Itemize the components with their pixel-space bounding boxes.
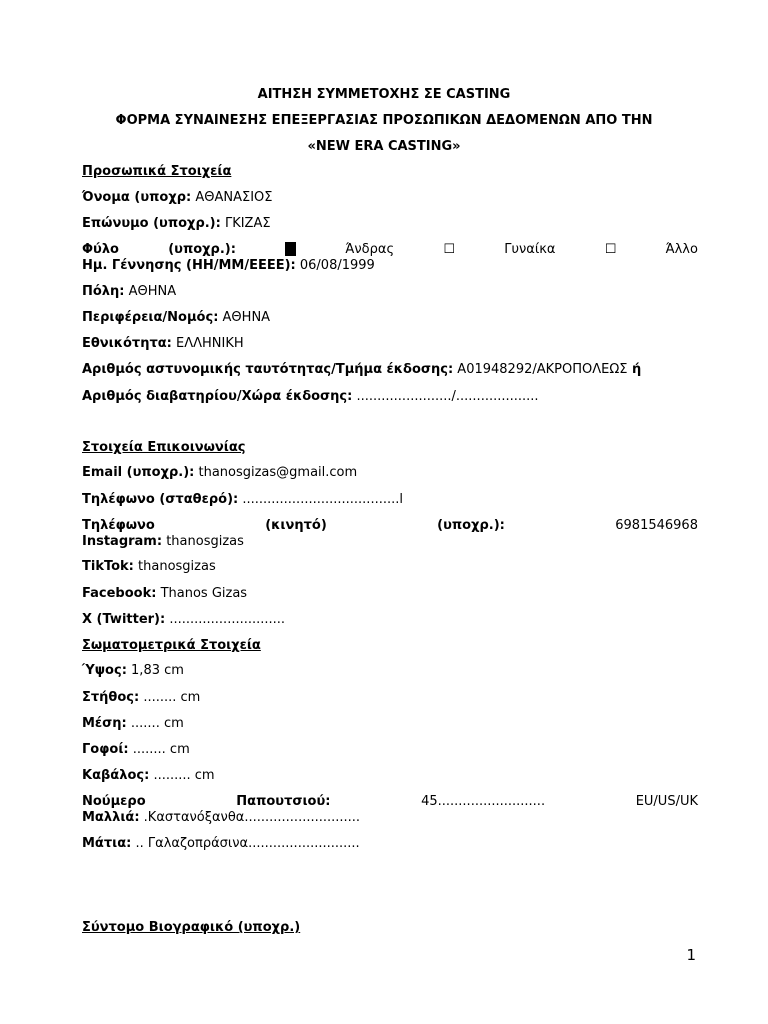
gender-label-word2: (υποχρ.): — [168, 242, 236, 257]
shoe-units: EU/US/UK — [635, 794, 698, 809]
shoe-label-word2: Παπουτσιού: — [236, 794, 331, 809]
twitter-field — [82, 612, 698, 627]
shoe-value: 45.......................... — [421, 794, 546, 809]
instagram-value: thanosgizas — [162, 534, 244, 549]
hair-value: .Καστανόξανθα............................ — [139, 810, 361, 825]
shoe-label-word1: Νούμερο — [82, 794, 146, 809]
page-number: 1 — [686, 946, 696, 964]
eyes-value: .. Γαλαζοπράσινα........................... — [131, 836, 360, 851]
gender-other-label: Άλλο — [665, 242, 698, 257]
bio-heading: Σύντομο Βιογραφικό (υποχρ.) — [82, 920, 301, 935]
hair-label: Μαλλιά: — [82, 810, 140, 825]
mobile-field — [82, 518, 698, 533]
waist-value: ....... cm — [126, 716, 184, 731]
region-value: ΑΘΗΝΑ — [218, 310, 271, 325]
id-label: Αριθμός αστυνομικής ταυτότητας/Τμήμα έκδοσης: — [82, 362, 454, 377]
other-checkbox[interactable]: ☐ — [604, 242, 617, 257]
twitter-label: X (Twitter): — [82, 612, 166, 627]
nationality-label: Εθνικότητα: — [82, 336, 172, 351]
city-field — [82, 284, 698, 299]
form-subtitle: ΦΟΡΜΑ ΣΥΝΑΙΝΕΣΗΣ ΕΠΕΞΕΡΓΑΣΙΑΣ ΠΡΟΣΩΠΙΚΩΝ ΔΕΔΟΜΕΝΩΝ ΑΠΟ ΤΗΝ — [115, 113, 653, 128]
inseam-label: Καβάλος: — [82, 768, 150, 783]
id-field — [82, 362, 698, 377]
body-measurements-heading: Σωματομετρικά Στοιχεία — [82, 638, 261, 653]
height-label: Ύψος: — [82, 663, 127, 678]
mobile-label-word1: Τηλέφωνο — [82, 518, 155, 533]
first-name-field — [82, 190, 698, 205]
dob-label: Ημ. Γέννησης (ΗΗ/ΜΜ/ΕΕΕΕ): — [82, 258, 296, 273]
hips-label: Γοφοί: — [82, 742, 129, 757]
facebook-field — [82, 586, 698, 601]
facebook-label: Facebook: — [82, 586, 157, 601]
first-name-value: ΑΘΑΝΑΣΙΟΣ — [191, 190, 273, 205]
gender-label-word1: Φύλο — [82, 242, 119, 257]
landline-label: Τηλέφωνο (σταθερό): — [82, 492, 239, 507]
landline-field — [82, 492, 698, 507]
tiktok-field — [82, 559, 698, 574]
facebook-value: Thanos Gizas — [156, 586, 248, 601]
id-or-text: ή — [627, 362, 642, 377]
first-name-label: Όνομα (υποχρ: — [82, 190, 192, 205]
last-name-label: Επώνυμο (υποχρ.): — [82, 216, 221, 231]
hips-value: ........ cm — [128, 742, 190, 757]
nationality-field — [82, 336, 698, 351]
female-checkbox[interactable]: ☐ — [443, 242, 455, 257]
last-name-field — [82, 216, 698, 231]
waist-label: Μέση: — [82, 716, 127, 731]
inseam-value: ......... cm — [149, 768, 215, 783]
male-checkbox-checked[interactable] — [285, 242, 296, 256]
last-name-value: ΓΚΙΖΑΣ — [220, 216, 271, 231]
passport-label: Αριθμός διαβατηρίου/Χώρα έκδοσης: — [82, 389, 353, 404]
tiktok-value: thanosgizas — [133, 559, 216, 574]
passport-field — [82, 389, 698, 404]
mobile-value: 6981546968 — [615, 518, 698, 533]
instagram-field — [82, 534, 698, 549]
shoe-size-field — [82, 794, 698, 809]
personal-heading: Προσωπικά Στοιχεία — [82, 164, 232, 179]
id-value: Α01948292/ΑΚΡΟΠΟΛΕΩΣ — [453, 362, 628, 377]
dob-field — [82, 258, 698, 273]
region-label: Περιφέρεια/Νομός: — [82, 310, 219, 325]
form-title: ΑΙΤΗΣΗ ΣΥΜΜΕΤΟΧΗΣ ΣΕ CASTING — [257, 87, 511, 102]
height-value: 1,83 cm — [126, 663, 184, 678]
gender-female-label: Γυναίκα — [504, 242, 556, 257]
tiktok-label: TikTok: — [82, 559, 134, 574]
hips-field — [82, 742, 698, 757]
chest-value: ........ cm — [139, 690, 201, 705]
height-field — [82, 663, 698, 678]
twitter-value: ............................ — [165, 612, 286, 627]
nationality-value: ΕΛΛΗΝΙΚΗ — [171, 336, 244, 351]
passport-value: ......................./.................... — [352, 389, 539, 404]
gender-field — [82, 242, 698, 257]
email-field — [82, 465, 698, 480]
city-label: Πόλη: — [82, 284, 125, 299]
instagram-label: Instagram: — [82, 534, 163, 549]
company-name: «NEW ERA CASTING» — [307, 139, 461, 154]
gender-male-label: Άνδρας — [345, 242, 395, 257]
mobile-label-word3: (υποχρ.): — [437, 518, 505, 533]
mobile-label-word2: (κινητό) — [265, 518, 327, 533]
email-value: thanosgizas@gmail.com — [194, 465, 358, 480]
hair-field — [82, 810, 698, 825]
contact-heading: Στοιχεία Επικοινωνίας — [82, 440, 246, 455]
region-field — [82, 310, 698, 325]
landline-value: ......................................l — [238, 492, 403, 507]
inseam-field — [82, 768, 698, 783]
waist-field — [82, 716, 698, 731]
city-value: ΑΘΗΝΑ — [124, 284, 177, 299]
chest-label: Στήθος: — [82, 690, 140, 705]
dob-value: 06/08/1999 — [295, 258, 375, 273]
email-label: Email (υποχρ.): — [82, 465, 195, 480]
eyes-label: Μάτια: — [82, 836, 132, 851]
eyes-field — [82, 836, 698, 851]
chest-field — [82, 690, 698, 705]
